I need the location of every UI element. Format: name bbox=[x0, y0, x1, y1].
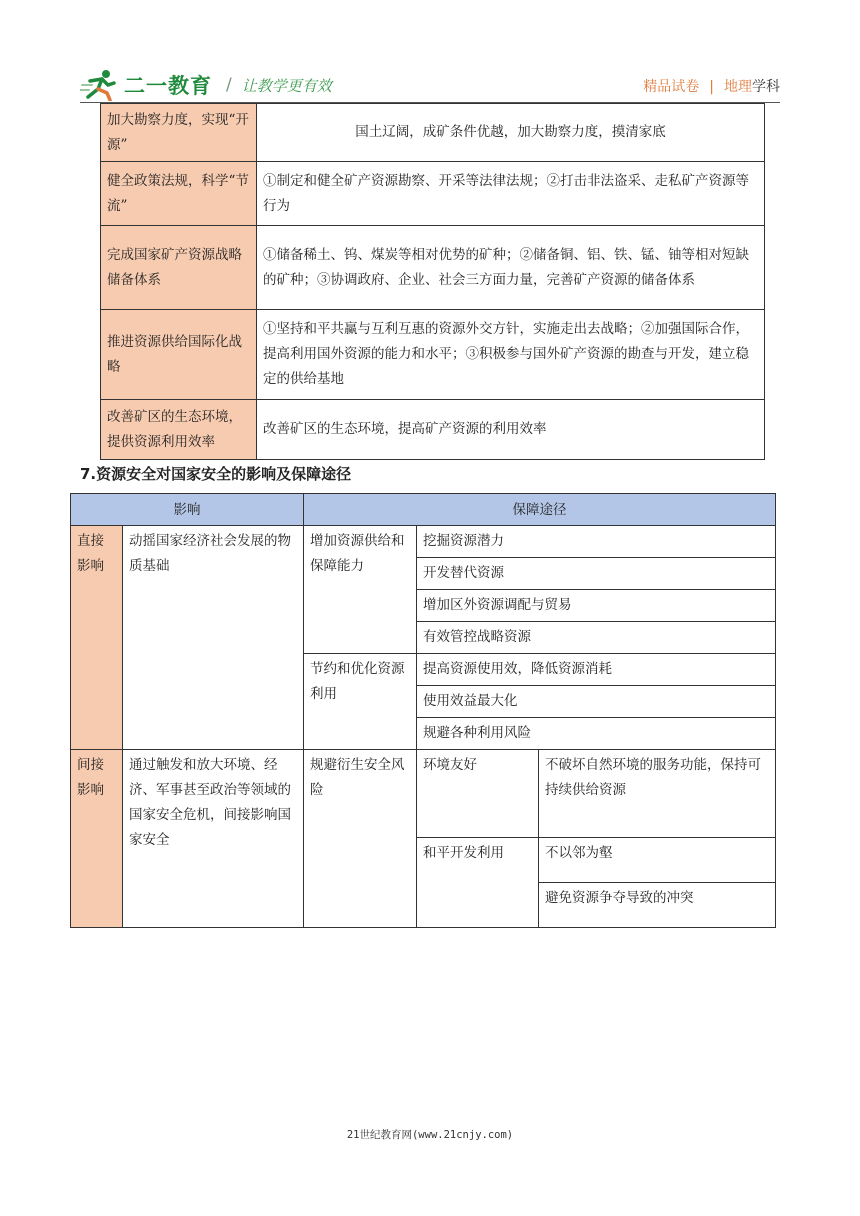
supply-item: 增加区外资源调配与贸易 bbox=[417, 590, 776, 622]
table-row bbox=[101, 226, 765, 310]
security-table bbox=[70, 493, 776, 928]
env-desc: 不破坏自然环境的服务功能，保持可持续供给资源 bbox=[539, 750, 776, 838]
supply-item: 有效管控战略资源 bbox=[417, 622, 776, 654]
header-impact: 影响 bbox=[71, 494, 304, 526]
section-title: 7.资源安全对国家安全的影响及保障途径 bbox=[80, 465, 352, 483]
slogan-separator: / bbox=[226, 75, 232, 95]
table-row bbox=[101, 400, 765, 460]
save-item: 规避各种利用风险 bbox=[417, 718, 776, 750]
peace-item: 避免资源争夺导致的冲突 bbox=[539, 883, 776, 928]
direct-impact-label: 直接影响 bbox=[71, 526, 123, 750]
page-footer: 21世纪教育网(www.21cnjy.com) bbox=[346, 1129, 514, 1141]
runner-icon bbox=[80, 69, 120, 101]
peace-item: 不以邻为壑 bbox=[539, 838, 776, 883]
row-value: 国土辽阔，成矿条件优越，加大勘察力度，摸清家底 bbox=[257, 104, 765, 162]
row-key: 加大勘察力度，实现“开源” bbox=[101, 104, 257, 162]
tag-label: 精品试卷 bbox=[643, 79, 700, 95]
brand-slogan: 让教学更有效 bbox=[241, 76, 332, 95]
measures-table bbox=[100, 103, 765, 460]
row-key: 完成国家矿产资源战略储备体系 bbox=[101, 226, 257, 310]
indirect-impact-label: 间接影响 bbox=[71, 750, 123, 928]
supply-label: 增加资源供给和保障能力 bbox=[304, 526, 417, 654]
header-measures: 保障途径 bbox=[304, 494, 776, 526]
subject-tag bbox=[643, 76, 780, 96]
direct-impact-desc: 动摇国家经济社会发展的物质基础 bbox=[123, 526, 304, 750]
peace-label: 和平开发利用 bbox=[417, 838, 539, 928]
row-value: ①储备稀土、钨、煤炭等相对优势的矿种；②储备铜、铝、铁、锰、铀等相对短缺的矿种；③协调政府、企业、社会三方面力量，完善矿产资源的储备体系 bbox=[257, 226, 765, 310]
row-value: ①制定和健全矿产资源勘察、开采等法律法规；②打击非法盗采、走私矿产资源等行为 bbox=[257, 162, 765, 226]
row-key: 健全政策法规，科学“节流” bbox=[101, 162, 257, 226]
row-key: 推进资源供给国际化战略 bbox=[101, 310, 257, 400]
save-label: 节约和优化资源利用 bbox=[304, 654, 417, 750]
row-value: ①坚持和平共赢与互利互惠的资源外交方针，实施走出去战略；②加强国际合作，提高利用国外资源的能力和水平；③积极参与国外矿产资源的勘查与开发，建立稳定的供给基地 bbox=[257, 310, 765, 400]
page-header bbox=[80, 68, 780, 102]
table-row bbox=[71, 750, 776, 838]
row-value: 改善矿区的生态环境，提高矿产资源的利用效率 bbox=[257, 400, 765, 460]
table-header-row bbox=[71, 494, 776, 526]
table-row bbox=[71, 526, 776, 558]
row-key: 改善矿区的生态环境，提供资源利用效率 bbox=[101, 400, 257, 460]
save-item: 提高资源使用效，降低资源消耗 bbox=[417, 654, 776, 686]
brand-logo bbox=[80, 68, 332, 102]
supply-item: 开发替代资源 bbox=[417, 558, 776, 590]
tag-divider: | bbox=[709, 79, 714, 95]
save-item: 使用效益最大化 bbox=[417, 686, 776, 718]
table-row bbox=[101, 104, 765, 162]
risk-label: 规避衍生安全风险 bbox=[304, 750, 417, 928]
env-label: 环境友好 bbox=[417, 750, 539, 838]
indirect-impact-desc: 通过触发和放大环境、经济、军事甚至政治等领域的国家安全危机，间接影响国家安全 bbox=[123, 750, 304, 928]
table-row bbox=[101, 162, 765, 226]
tag-subject-a: 地理 bbox=[724, 79, 752, 95]
tag-subject-b: 学科 bbox=[752, 79, 780, 95]
supply-item: 挖掘资源潜力 bbox=[417, 526, 776, 558]
brand-name: 二一教育 bbox=[124, 74, 212, 98]
table-row bbox=[101, 310, 765, 400]
